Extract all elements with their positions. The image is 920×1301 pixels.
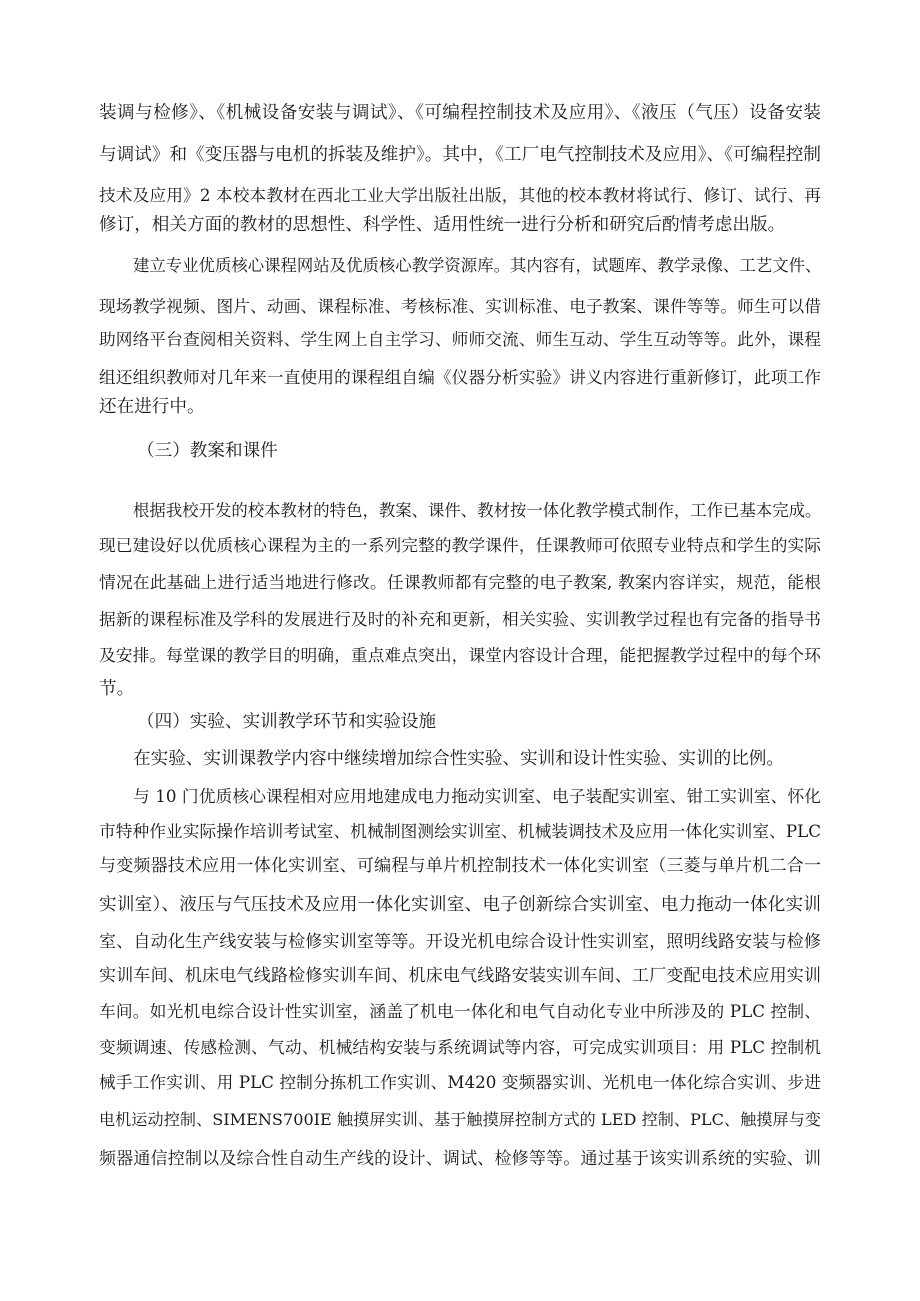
paragraph-1-line-4: 修订，相关方面的教材的思想性、科学性、适用性统一进行分析和研究后酌情考虑出版。: [99, 215, 786, 235]
paragraph-3-line-5: 及安排。每堂课的教学目的明确，重点难点突出，课堂内容设计合理，能把握教学过程中的每个环: [99, 645, 821, 665]
paragraph-5-line-10: 电机运动控制、SIMENS700IE 触摸屏实训、基于触摸屏控制方式的 LED 控制、PLC、触摸屏与变: [99, 1110, 821, 1129]
paragraph-3-line-1: 根据我校开发的校本教材的特色，教案、课件、教材按一体化教学模式制作，工作已基本完成。: [133, 501, 821, 520]
paragraph-5-line-7: 车间。如光机电综合设计性实训室，涵盖了机电一体化和电气自动化专业中所涉及的 PLC 控制、: [99, 1001, 821, 1021]
paragraph-1-line-1: 装调与检修》、《机械设备安装与调试》、《可编程控制技术及应用》、《液压（气压）设备安装: [99, 103, 821, 123]
paragraph-5-line-3: 与变频器技术应用一体化实训室、可编程与单片机控制技术一体化实训室（三菱与单片机二合一: [99, 856, 821, 876]
paragraph-3-line-4: 据新的课程标准及学科的发展进行及时的补充和更新，相关实验、实训教学过程也有完备的指导书: [99, 609, 821, 629]
paragraph-2-line-5: 还在进行中。: [99, 397, 205, 417]
paragraph-5-line-5: 室、自动化生产线安装与检修实训室等等。开设光机电综合设计性实训室，照明线路安装与检修: [99, 932, 821, 952]
section-heading-4: （四）实验、实训教学环节和实验设施: [137, 712, 437, 732]
paragraph-3-line-6: 节。: [99, 679, 135, 699]
paragraph-5-line-4: 实训室）、液压与气压技术及应用一体化实训室、电子创新综合实训室、电力拖动一体化实训: [99, 895, 821, 915]
paragraph-3-line-3: 情况在此基础上进行适当地进行修改。任课教师都有完整的电子教案, 教案内容详实，规范，能根: [99, 572, 821, 592]
paragraph-5-line-9: 械手工作实训、用 PLC 控制分拣机工作实训、M420 变频器实训、光机电一体化综合实训、步进: [99, 1072, 821, 1092]
section-heading-3: （三）教案和课件: [137, 441, 278, 461]
paragraph-5-line-8: 变频调速、传感检测、气动、机械结构安装与系统调试等内容，可完成实训项目：用 PLC 控制机: [99, 1037, 821, 1057]
paragraph-2-line-1: 建立专业优质核心课程网站及优质核心教学资源库。其内容有，试题库、教学录像、工艺文件、: [133, 256, 821, 275]
paragraph-2-line-2: 现场教学视频、图片、动画、课程标准、考核标准、实训标准、电子教案、课件等等。师生可以借: [99, 296, 821, 316]
paragraph-2-line-3: 助网络平台查阅相关资料、学生网上自主学习、师师交流、师生互动、学生互动等等。此外，课程: [99, 329, 821, 349]
paragraph-3-line-2: 现已建设好以优质核心课程为主的一系列完整的教学课件，任课教师可依照专业特点和学生的实际: [99, 535, 821, 555]
paragraph-5-line-2: 市特种作业实际操作培训考试室、机械制图测绘实训室、机械装调技术及应用一体化实训室、PLC: [99, 821, 821, 841]
paragraph-5-line-6: 实训车间、机床电气线路检修实训车间、机床电气线路安装实训车间、工厂变配电技术应用实训: [99, 966, 821, 986]
paragraph-1-line-3: 技术及应用》2 本校本教材在西北工业大学出版社出版，其他的校本教材将试行、修订、试行、再: [99, 185, 821, 205]
paragraph-2-line-4: 组还组织教师对几年来一直使用的课程组自编《仪器分析实验》讲义内容进行重新修订，此项工作: [99, 367, 821, 387]
paragraph-1-line-2: 与调试》和《变压器与电机的拆装及维护》。其中，《工厂电气控制技术及应用》、《可编程控制: [99, 145, 821, 165]
paragraph-4-line-1: 在实验、实训课教学内容中继续增加综合性实验、实训和设计性实验、实训的比例。: [133, 749, 784, 769]
paragraph-5-line-11: 频器通信控制以及综合性自动生产线的设计、调试、检修等等。通过基于该实训系统的实验、训: [99, 1149, 821, 1169]
paragraph-5-line-1: 与 10 门优质核心课程相对应用地建成电力拖动实训室、电子装配实训室、钳工实训室、怀化: [133, 786, 821, 806]
